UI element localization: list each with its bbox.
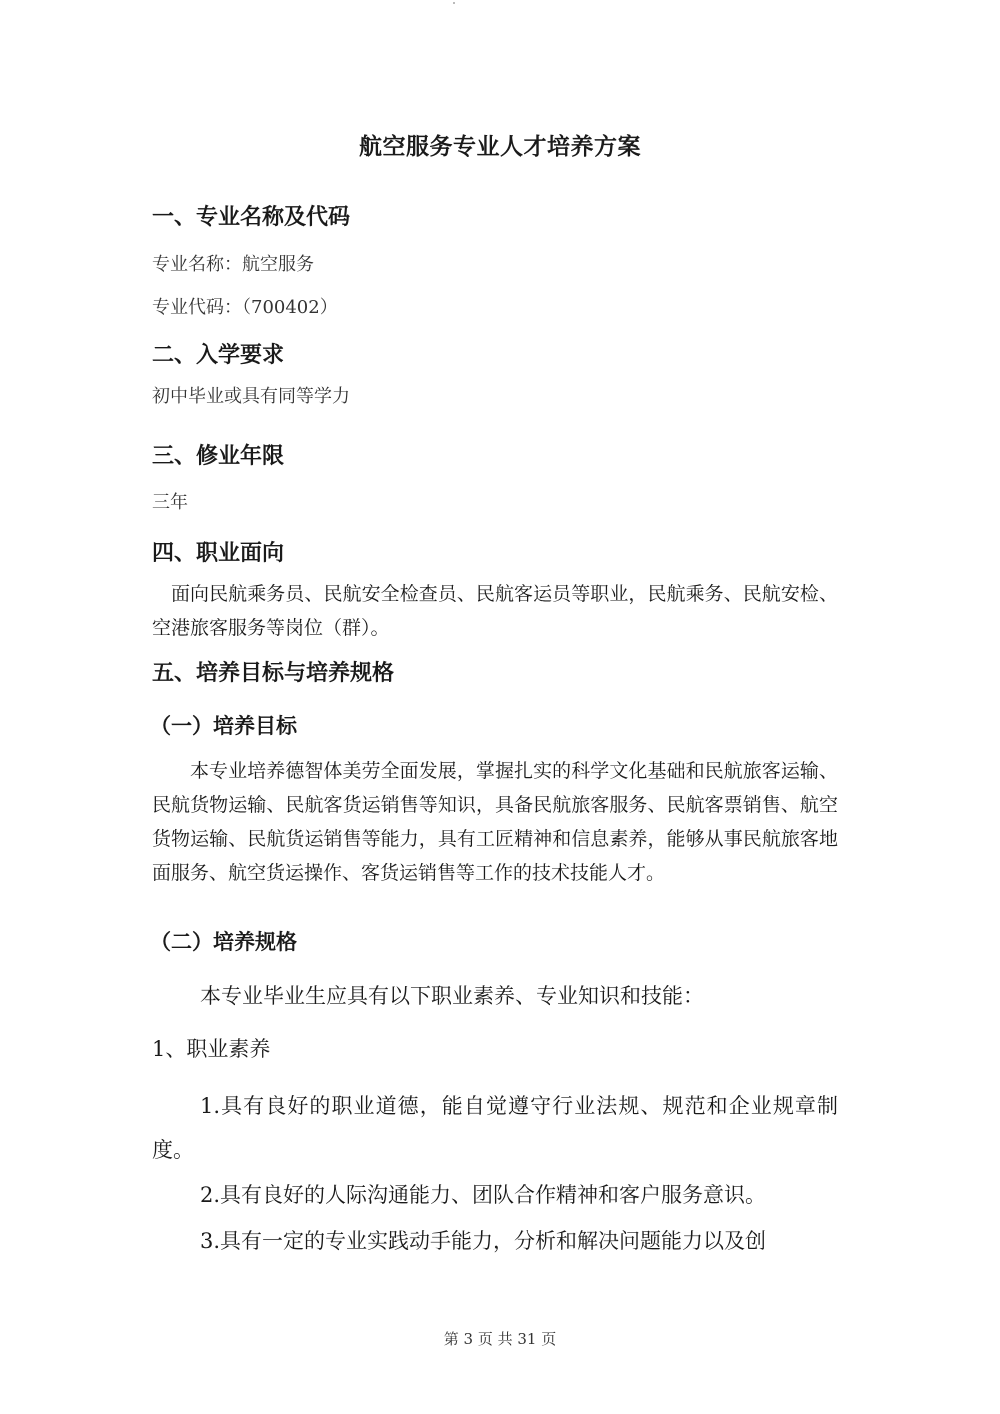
quality-item-3: 3.具有一定的专业实践动手能力，分析和解决问题能力以及创	[200, 1229, 767, 1253]
quality-item-2: 2.具有良好的人际沟通能力、团队合作精神和客户服务意识。	[200, 1183, 767, 1207]
training-goals-text: 本专业培养德智体美劳全面发展，掌握扎实的科学文化基础和民航旅客运输、民航货物运输、民航客货运销售等知识，具备民航旅客服务、民航客票销售、航空货物运输、民航货运销售等能力，具有工匠精神和信息素养，能够从事民航旅客地面服务、航空货运操作、客货运销售等工作的技术技能人才。	[152, 760, 838, 884]
major-name-line: 专业名称：航空服务	[152, 254, 314, 275]
admission-requirement: 初中毕业或具有同等学力	[152, 386, 350, 407]
quality-item-1: 1.具有良好的职业道德，能自觉遵守行业法规、规范和企业规章制度。	[152, 1094, 838, 1162]
section-2-heading: 二、入学要求	[152, 343, 285, 368]
scan-speck	[453, 2, 455, 4]
document-title: 航空服务专业人才培养方案	[359, 133, 641, 160]
section-1-heading: 一、专业名称及代码	[152, 205, 351, 230]
page-footer: 第 3 页 共 31 页	[443, 1330, 557, 1348]
career-orientation-text: 面向民航乘务员、民航安全检查员、民航客运员等职业，民航乘务、民航安检、空港旅客服务等岗位（群）。	[152, 583, 838, 639]
specs-intro: 本专业毕业生应具有以下职业素养、专业知识和技能：	[200, 984, 704, 1008]
section-4-heading: 四、职业面向	[152, 541, 285, 566]
section-5-heading: 五、培养目标与培养规格	[152, 661, 395, 686]
study-duration: 三年	[152, 492, 188, 513]
subsection-specs-heading: （二）培养规格	[150, 930, 297, 954]
professional-quality-heading: 1、职业素养	[152, 1037, 271, 1061]
section-3-heading: 三、修业年限	[152, 444, 285, 469]
subsection-goals-heading: （一）培养目标	[150, 714, 297, 738]
major-code-line: 专业代码：（700402）	[152, 297, 338, 318]
